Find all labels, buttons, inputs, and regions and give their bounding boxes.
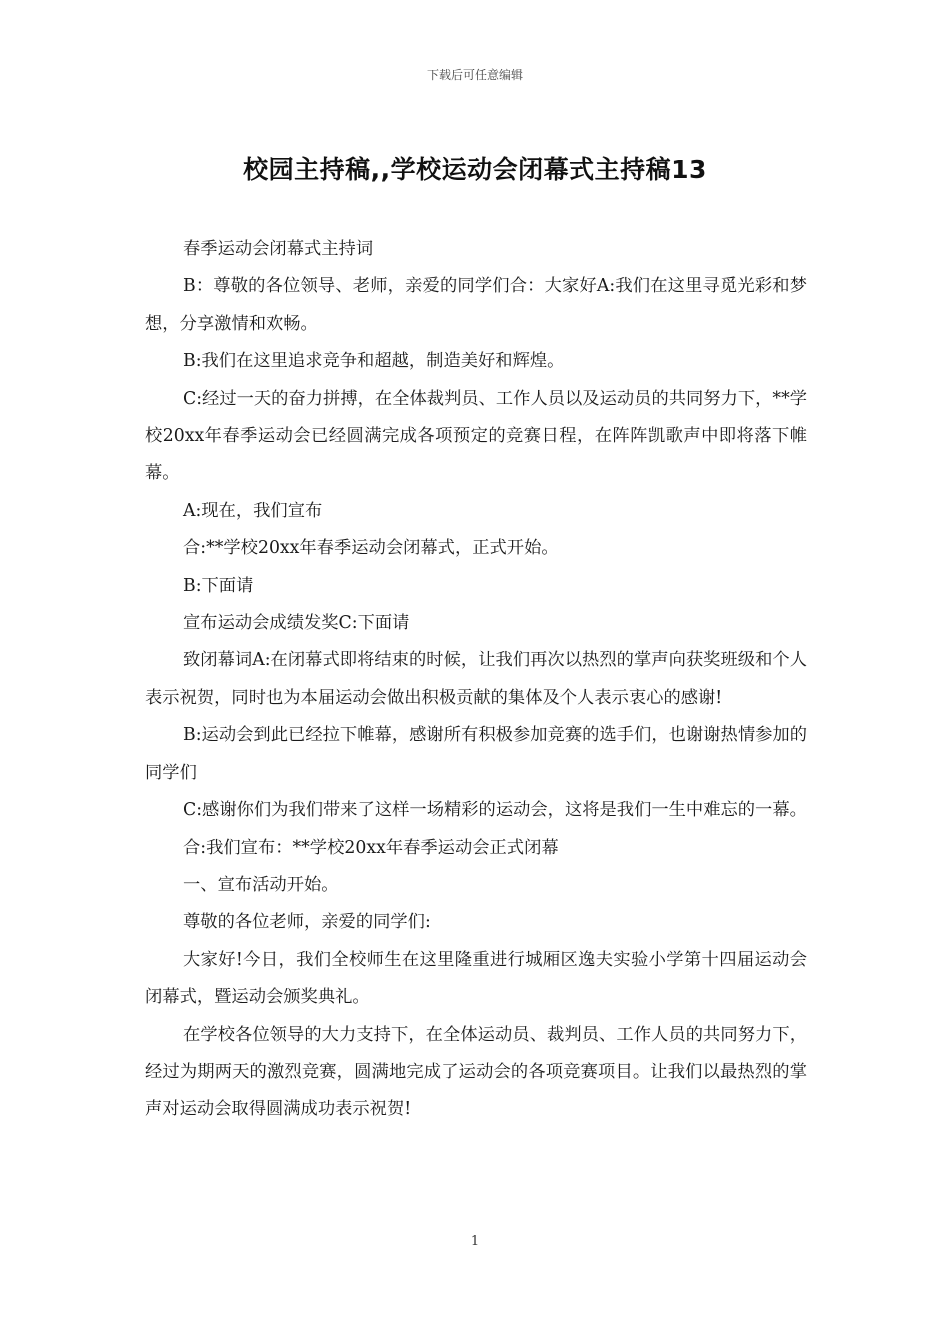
page-header-note: 下载后可任意编辑 [426, 68, 523, 82]
paragraph: 一、宣布活动开始。 [183, 874, 339, 895]
paragraph: C:感谢你们为我们带来了这样一场精彩的运动会，这将是我们一生中难忘的一幕。 [183, 800, 807, 821]
paragraph: C:经过一天的奋力拼搏，在全体裁判员、工作人员以及运动员的共同努力下，**学校20xx年春季运动会已经圆满完成各项预定的竞赛日程，在阵阵凯歌声中即将落下帷幕。 [145, 388, 807, 484]
paragraph: B:下面请 [183, 575, 254, 596]
paragraph: B:运动会到此已经拉下帷幕，感谢所有积极参加竞赛的选手们，也谢谢热情参加的同学们 [145, 725, 807, 783]
paragraph: A:现在，我们宣布 [183, 500, 323, 521]
document-body [145, 231, 807, 1129]
paragraph: 致闭幕词A:在闭幕式即将结束的时候，让我们再次以热烈的掌声向获奖班级和个人表示祝贺，同时也为本届运动会做出积极贡献的集体及个人表示衷心的感谢! [145, 650, 807, 708]
paragraph: 尊敬的各位老师，亲爱的同学们: [183, 912, 431, 933]
paragraph: B:我们在这里追求竞争和超越，制造美好和辉煌。 [183, 351, 565, 372]
paragraph: 春季运动会闭幕式主持词 [183, 239, 374, 259]
document-title: 校园主持稿,,学校运动会闭幕式主持稿13 [243, 155, 707, 184]
paragraph: 宣布运动会成绩发奖C:下面请 [183, 613, 410, 634]
paragraph: 合:我们宣布：**学校20xx年春季运动会正式闭幕 [183, 837, 559, 858]
page-number: 1 [470, 1234, 480, 1249]
paragraph: 在学校各位领导的大力支持下，在全体运动员、裁判员、工作人员的共同努力下，经过为期两天的激烈竞赛，圆满地完成了运动会的各项竞赛项目。让我们以最热烈的掌声对运动会取得圆满成功表示祝贺! [145, 1024, 807, 1120]
paragraph: B：尊敬的各位领导、老师，亲爱的同学们合：大家好A:我们在这里寻觅光彩和梦想，分享激情和欢畅。 [145, 276, 807, 334]
paragraph: 大家好!今日，我们全校师生在这里隆重进行城厢区逸夫实验小学第十四届运动会闭幕式，暨运动会颁奖典礼。 [145, 949, 807, 1008]
paragraph: 合:**学校20xx年春季运动会闭幕式，正式开始。 [183, 538, 559, 559]
